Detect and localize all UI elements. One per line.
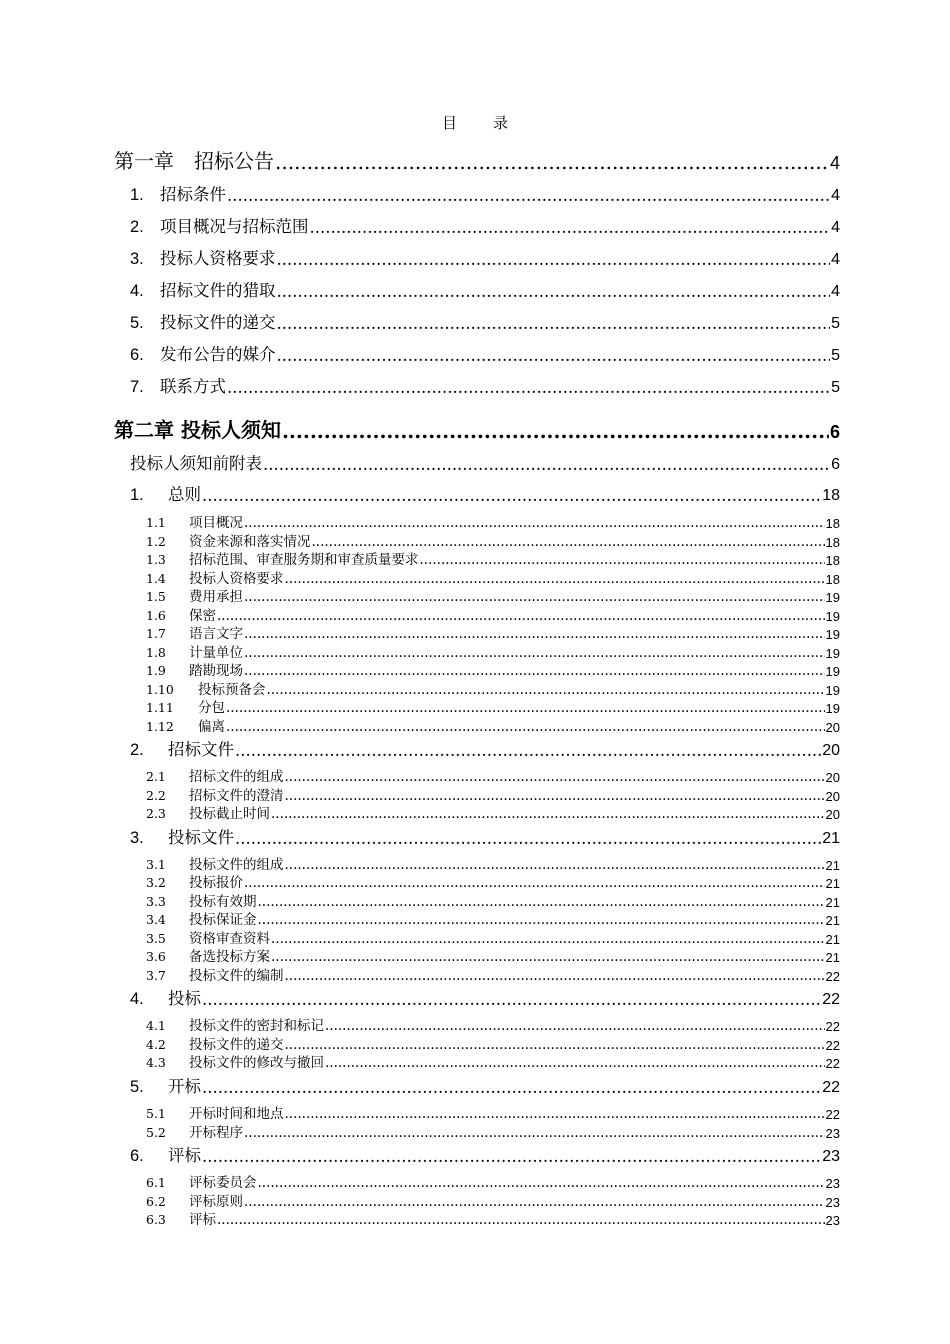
- toc-item[interactable]: [130, 373, 840, 397]
- toc-subsection[interactable]: [146, 643, 840, 661]
- toc-item-label: 投标人须知前附表: [130, 454, 262, 473]
- toc-leader-dots: [217, 1212, 825, 1228]
- toc-subsection-label: 招标文件的组成: [189, 769, 284, 785]
- toc-chapter-label: 第二章 投标人须知: [114, 418, 281, 442]
- toc-leader-dots: [258, 912, 825, 928]
- toc-section-label: 总则: [168, 485, 201, 504]
- toc-page-number: 21: [825, 876, 840, 891]
- toc-subsection-label: 投标文件的修改与撤回: [189, 1055, 324, 1071]
- toc-subsection[interactable]: [146, 698, 840, 716]
- toc-item-label: 投标文件的递交: [160, 313, 276, 332]
- toc-page-number: 4: [831, 219, 840, 236]
- toc-subsection-number: 5.2: [146, 1125, 166, 1140]
- toc-item-label: 联系方式: [160, 377, 226, 396]
- toc-leader-dots: [202, 486, 821, 505]
- toc-page-number: 5: [831, 315, 840, 332]
- toc-leader-dots: [277, 346, 831, 365]
- toc-section-number: 5.: [130, 1078, 144, 1096]
- toc-page-number: 23: [822, 1148, 840, 1165]
- toc-subsection-label: 投标预备会: [198, 682, 266, 698]
- toc-subsection-label: 投标截止时间: [189, 806, 270, 822]
- toc-subsection[interactable]: [146, 550, 840, 568]
- toc-subsection[interactable]: [146, 1123, 840, 1141]
- toc-leader-dots: [285, 788, 825, 804]
- toc-page-number: 19: [825, 683, 840, 698]
- toc-subsection[interactable]: [146, 1210, 840, 1228]
- toc-subsection[interactable]: [146, 587, 840, 605]
- toc-subsection-label: 保密: [189, 608, 216, 624]
- toc-leader-dots: [271, 931, 825, 947]
- toc-leader-dots: [226, 719, 825, 735]
- toc-subsection-number: 2.1: [146, 769, 166, 784]
- toc-page-number: 22: [825, 969, 840, 984]
- toc-page-number: 22: [825, 1107, 840, 1122]
- toc-item-label: 招标文件的猎取: [160, 281, 276, 300]
- toc-leader-dots: [267, 682, 825, 698]
- toc-leader-dots: [282, 419, 829, 443]
- toc-item[interactable]: [130, 245, 840, 269]
- toc-subsection-number: 3.2: [146, 875, 166, 890]
- toc-leader-dots: [226, 700, 825, 716]
- toc-subsection-label: 计量单位: [189, 645, 243, 661]
- toc-subsection-number: 1.2: [146, 534, 166, 549]
- toc-leader-dots: [271, 949, 825, 965]
- toc-page-number: 22: [825, 1019, 840, 1034]
- toc-page-number: 19: [825, 590, 840, 605]
- toc-page-number: 5: [831, 347, 840, 364]
- toc-subsection-number: 6.3: [146, 1212, 166, 1227]
- toc-item-number: 7.: [130, 378, 144, 396]
- toc-page-number: 23: [825, 1176, 840, 1191]
- toc-leader-dots: [420, 552, 825, 568]
- toc-item-label: 投标人资格要求: [160, 249, 276, 268]
- toc-leader-dots: [244, 626, 825, 642]
- toc-subsection-number: 4.2: [146, 1037, 166, 1052]
- toc-subsection-number: 1.4: [146, 571, 166, 586]
- toc-leader-dots: [244, 875, 825, 891]
- toc-subsection-number: 3.6: [146, 949, 166, 964]
- toc-subsection-number: 1.10: [146, 682, 174, 697]
- toc-subsection-number: 1.11: [146, 700, 174, 715]
- toc-subsection[interactable]: [146, 966, 840, 984]
- toc-leader-dots: [227, 186, 830, 205]
- toc-subsection-label: 投标有效期: [189, 894, 257, 910]
- toc-leader-dots: [285, 857, 825, 873]
- toc-page-number: 20: [822, 742, 840, 759]
- toc-subsection-label: 投标报价: [189, 875, 243, 891]
- toc-page-number: 20: [825, 789, 840, 804]
- toc-leader-dots: [285, 769, 825, 785]
- toc-page-number: 6: [829, 422, 840, 442]
- toc-leader-dots: [244, 589, 825, 605]
- toc-subsection[interactable]: [146, 855, 840, 873]
- toc-subsection[interactable]: [146, 1192, 840, 1210]
- toc-subsection-label: 资金来源和落实情况: [189, 534, 311, 550]
- toc-subsection-number: 1.9: [146, 663, 166, 678]
- toc-section-label: 招标文件: [168, 740, 234, 759]
- toc-subsection-number: 1.12: [146, 719, 174, 734]
- toc-leader-dots: [258, 894, 825, 910]
- toc-item-number: 5.: [130, 314, 144, 332]
- toc-item-label: 发布公告的媒介: [160, 345, 276, 364]
- toc-subsection[interactable]: [146, 606, 840, 624]
- toc-item-label: 招标条件: [160, 185, 226, 204]
- toc-subsection-label: 招标范围、审查服务期和审查质量要求: [189, 552, 419, 568]
- toc-leader-dots: [244, 663, 825, 679]
- toc-leader-dots: [263, 455, 830, 474]
- toc-page-number: 4: [831, 251, 840, 268]
- toc-section-label: 投标文件: [168, 828, 234, 847]
- toc-page-number: 19: [825, 701, 840, 716]
- toc-subsection-number: 2.2: [146, 788, 166, 803]
- toc-leader-dots: [235, 829, 821, 848]
- toc-subsection[interactable]: [146, 624, 840, 642]
- toc-page-number: 19: [825, 627, 840, 642]
- toc-leader-dots: [227, 378, 830, 397]
- toc-item-number: 3.: [130, 250, 144, 268]
- toc-page-number: 4: [831, 283, 840, 300]
- toc-chapter-1[interactable]: [114, 146, 840, 174]
- toc-page-number: 19: [825, 646, 840, 661]
- toc-page-number: 22: [822, 991, 840, 1008]
- toc-subsection-number: 4.1: [146, 1018, 166, 1033]
- toc-page-number: 18: [822, 487, 840, 504]
- toc-section-label: 投标: [168, 989, 201, 1008]
- toc-leader-dots: [325, 1055, 825, 1071]
- toc-item-number: 2.: [130, 218, 144, 236]
- toc-item-number: 6.: [130, 346, 144, 364]
- toc-subsection-label: 语言文字: [189, 626, 243, 642]
- toc-subsection-number: 6.1: [146, 1175, 166, 1190]
- toc-section-label: 评标: [168, 1146, 201, 1165]
- toc-leader-dots: [277, 282, 831, 301]
- toc-section[interactable]: [130, 736, 840, 760]
- toc-item-number: 1.: [130, 186, 144, 204]
- toc-subsection[interactable]: [146, 661, 840, 679]
- toc-subsection-number: 1.5: [146, 589, 166, 604]
- toc-leader-dots: [235, 741, 821, 760]
- toc-subsection-label: 投标文件的递交: [189, 1037, 284, 1053]
- toc-subsection-label: 分包: [198, 700, 225, 716]
- toc-item[interactable]: [130, 181, 840, 205]
- toc-subsection[interactable]: [146, 910, 840, 928]
- toc-section-number: 4.: [130, 990, 144, 1008]
- toc-subsection[interactable]: [146, 513, 840, 531]
- toc-page-number: 21: [825, 895, 840, 910]
- toc-leader-dots: [271, 806, 825, 822]
- toc-section-number: 3.: [130, 829, 144, 847]
- toc-section[interactable]: [130, 481, 840, 505]
- toc-section[interactable]: [130, 1142, 840, 1166]
- toc-subsection-label: 招标文件的澄清: [189, 788, 284, 804]
- toc-subsection-label: 费用承担: [189, 589, 243, 605]
- toc-subsection-label: 评标委员会: [189, 1175, 257, 1191]
- toc-leader-dots: [244, 1125, 825, 1141]
- toc-page-number: 4: [831, 187, 840, 204]
- toc-subsection[interactable]: [146, 804, 840, 822]
- toc-subsection-number: 1.7: [146, 626, 166, 641]
- toc-chapter-2[interactable]: [114, 415, 840, 443]
- toc-leader-dots: [285, 1037, 825, 1053]
- toc-leader-dots: [310, 218, 831, 237]
- toc-subsection-number: 1.8: [146, 645, 166, 660]
- toc-subsection[interactable]: [146, 767, 840, 785]
- toc-page-number: 20: [825, 720, 840, 735]
- toc-page-number: 23: [825, 1126, 840, 1141]
- toc-subsection-number: 1.6: [146, 608, 166, 623]
- toc-item[interactable]: [130, 309, 840, 333]
- toc-subsection-label: 投标人资格要求: [189, 571, 284, 587]
- toc-subsection-label: 评标原则: [189, 1194, 243, 1210]
- toc-subsection-label: 投标文件的组成: [189, 857, 284, 873]
- toc-subsection[interactable]: [146, 569, 840, 587]
- toc-page-number: 18: [825, 516, 840, 531]
- toc-item[interactable]: [130, 277, 840, 301]
- toc-title-char-1: 目: [441, 114, 457, 132]
- toc-subsection-number: 6.2: [146, 1194, 166, 1209]
- toc-page-number: 22: [825, 1038, 840, 1053]
- toc-subsection-label: 资格审查资料: [189, 931, 270, 947]
- toc-leader-dots: [202, 1147, 821, 1166]
- toc-page-number: 18: [825, 572, 840, 587]
- toc-leader-dots: [202, 990, 821, 1009]
- toc-subsection-number: 2.3: [146, 806, 166, 821]
- toc-subsection-number: 4.3: [146, 1055, 166, 1070]
- toc-subsection-label: 投标保证金: [189, 912, 257, 928]
- toc-leader-dots: [244, 645, 825, 661]
- toc-leader-dots: [275, 150, 829, 174]
- toc-subsection[interactable]: [146, 1053, 840, 1071]
- toc-subsection-number: 3.7: [146, 968, 166, 983]
- toc-subsection-label: 踏勘现场: [189, 663, 243, 679]
- toc-page-number: 5: [831, 379, 840, 396]
- toc-title-char-2: 录: [493, 114, 509, 132]
- toc-leader-dots: [244, 515, 825, 531]
- toc-item-number: 4.: [130, 282, 144, 300]
- toc-page-number: 21: [822, 830, 840, 847]
- toc-page-number: 18: [825, 535, 840, 550]
- toc-title: [0, 112, 950, 133]
- toc-section-number: 6.: [130, 1147, 144, 1165]
- toc-section[interactable]: [130, 824, 840, 848]
- toc-page-number: 20: [825, 770, 840, 785]
- toc-leader-dots: [277, 250, 831, 269]
- toc-subsection-label: 开标时间和地点: [189, 1106, 284, 1122]
- toc-page-number: 22: [825, 1056, 840, 1071]
- toc-leader-dots: [285, 1106, 825, 1122]
- toc-subsection-number: 1.1: [146, 515, 166, 530]
- toc-leader-dots: [202, 1078, 821, 1097]
- toc-section-number: 1.: [130, 486, 144, 504]
- toc-subsection-label: 投标文件的密封和标记: [189, 1018, 324, 1034]
- toc-page-number: 19: [825, 664, 840, 679]
- toc-subsection-number: 3.3: [146, 894, 166, 909]
- toc-page-number: 18: [825, 553, 840, 568]
- toc-subsection-number: 1.3: [146, 552, 166, 567]
- toc-subsection-label: 项目概况: [189, 515, 243, 531]
- toc-subsection[interactable]: [146, 873, 840, 891]
- toc-section-label: 开标: [168, 1077, 201, 1096]
- toc-subsection[interactable]: [146, 717, 840, 735]
- toc-page-number: 21: [825, 913, 840, 928]
- toc-leader-dots: [277, 314, 831, 333]
- toc-page-number: 21: [825, 950, 840, 965]
- toc-section[interactable]: [130, 1073, 840, 1097]
- toc-page-number: 21: [825, 932, 840, 947]
- toc-leader-dots: [217, 608, 825, 624]
- toc-section[interactable]: [130, 985, 840, 1009]
- toc-subsection-label: 投标文件的编制: [189, 968, 284, 984]
- toc-page-number: 22: [822, 1079, 840, 1096]
- toc-leader-dots: [325, 1018, 825, 1034]
- toc-page-number: 19: [825, 609, 840, 624]
- toc-subsection-number: 3.1: [146, 857, 166, 872]
- toc-section-number: 2.: [130, 741, 144, 759]
- toc-subsection[interactable]: [146, 1016, 840, 1034]
- toc-subsection-number: 5.1: [146, 1106, 166, 1121]
- toc-subsection-number: 3.5: [146, 931, 166, 946]
- toc-page-number: 6: [831, 456, 840, 473]
- toc-leader-dots: [285, 968, 825, 984]
- toc-page-number: 23: [825, 1195, 840, 1210]
- toc-subsection[interactable]: [146, 1173, 840, 1191]
- toc-subsection[interactable]: [146, 947, 840, 965]
- toc-subsection-label: 偏离: [198, 719, 225, 735]
- toc-subsection[interactable]: [146, 1104, 840, 1122]
- toc-leader-dots: [285, 571, 825, 587]
- toc-subsection-number: 3.4: [146, 912, 166, 927]
- toc-page-number: 4: [829, 153, 840, 173]
- toc-subsection-label: 备选投标方案: [189, 949, 270, 965]
- toc-subsection-label: 评标: [189, 1212, 216, 1228]
- toc-item[interactable]: [130, 213, 840, 237]
- toc-subsection-label: 开标程序: [189, 1125, 243, 1141]
- toc-item[interactable]: [130, 341, 840, 365]
- toc-chapter-label: 第一章 招标公告: [114, 149, 274, 173]
- toc-item-label: 项目概况与招标范围: [160, 217, 309, 236]
- toc-page-number: 20: [825, 807, 840, 822]
- toc-leader-dots: [244, 1194, 825, 1210]
- toc-leader-dots: [258, 1175, 825, 1191]
- toc-subsection[interactable]: [146, 680, 840, 698]
- toc-page-number: 23: [825, 1213, 840, 1228]
- toc-page-number: 21: [825, 858, 840, 873]
- toc-item-preface-table[interactable]: [130, 450, 840, 474]
